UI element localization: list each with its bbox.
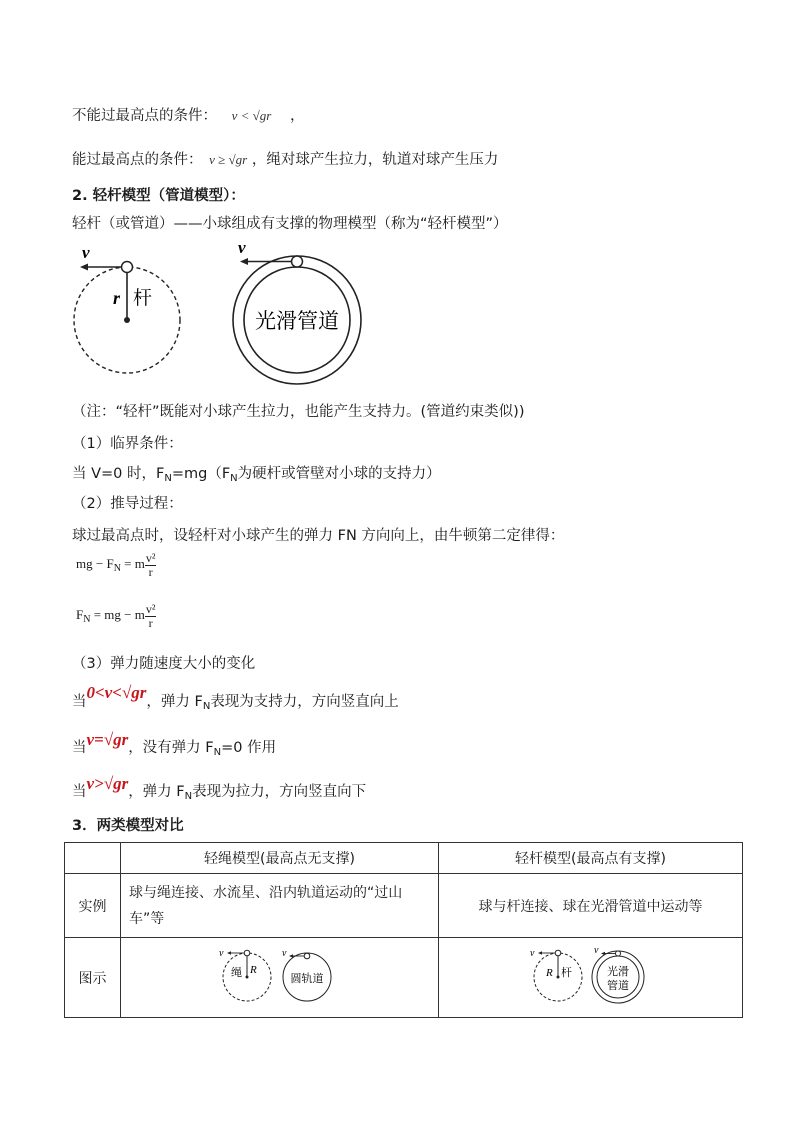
small-tube-arrowhead [601, 951, 605, 954]
can-pass-line [72, 148, 498, 169]
header-cell-rod: 轻杆模型(最高点有支撑) [439, 843, 743, 874]
cannot-pass-line [72, 104, 304, 125]
case3-text-b: 表现为拉力，方向竖直向下 [192, 784, 367, 800]
case3-condition: v>√gr [86, 774, 129, 793]
rope-R-label: R [249, 963, 257, 976]
rod-example-cell: 球与杆连接、球在光滑管道中运动等 [439, 874, 743, 938]
rope-label: 绳 [230, 965, 242, 979]
case-3 [72, 774, 367, 802]
cannot-pass-text: 不能过最高点的条件： [72, 108, 217, 124]
subscript-n: N [164, 473, 172, 484]
case-1 [72, 683, 399, 712]
row-label-example: 实例 [65, 874, 121, 938]
tube-arrowhead [240, 258, 248, 265]
tube-ball [292, 256, 303, 267]
frac-numerator: v² [145, 602, 156, 616]
table-row-example [65, 874, 743, 938]
critical-title: （1）临界条件： [72, 436, 183, 452]
critical-text-a: 当 V=0 时，F [72, 466, 165, 482]
rope-center-dot [245, 975, 248, 978]
rope-arrowhead [227, 951, 231, 954]
track-ball [304, 953, 310, 959]
eq2-left: F [76, 607, 84, 623]
frac-numerator: v² [145, 551, 156, 565]
derive-title: （2）推导过程： [72, 496, 183, 512]
header-cell-rope: 轻绳模型(最高点无支撑) [121, 843, 439, 874]
section3-title: 3．两类模型对比 [72, 818, 184, 834]
case3-text-a: ，弹力 F [128, 784, 185, 800]
critical-condition [72, 462, 441, 484]
rod-arrowhead [80, 264, 88, 271]
row-label-figure: 图示 [65, 938, 121, 1018]
track-arrowhead [289, 954, 293, 957]
equation-1 [76, 552, 156, 578]
frac-denominator: r [148, 615, 153, 630]
rod-center-dot [124, 317, 130, 323]
eq1-left: mg − F [76, 556, 114, 572]
small-rod-label: 杆 [560, 965, 572, 979]
small-tube-label-1: 光滑 [606, 964, 629, 978]
small-tube-label-2: 管道 [606, 978, 629, 992]
case2-condition: v=√gr [86, 730, 129, 749]
eq1-fraction [145, 552, 157, 578]
small-rod-arrowhead [538, 951, 542, 954]
small-rod-v-label: v [529, 947, 534, 959]
section2-desc: 轻杆（或管道）——小球组成有支撑的物理模型（称为“轻杆模型”） [72, 216, 508, 232]
rod-model-figure [526, 941, 656, 1011]
case-prefix: 当 [72, 694, 87, 710]
rope-figure-cell [121, 938, 439, 1018]
section2-title: 2. 轻杆模型（管道模型）： [72, 188, 245, 204]
small-rod-center-dot [556, 975, 559, 978]
case-prefix: 当 [72, 740, 87, 756]
comparison-table [64, 842, 743, 1018]
can-pass-formula: v ≥ √gr [209, 152, 248, 167]
eq1-mid: = m [120, 556, 145, 572]
subscript-n: N [230, 473, 238, 484]
rod-tube-figure [70, 240, 390, 390]
note-line: （注：“轻杆”既能对小球产生拉力，也能产生支持力。(管道约束类似)) [72, 404, 525, 420]
equation-2 [76, 603, 156, 629]
derive-desc: 球过最高点时，设轻杆对小球产生的弹力 FN 方向向上，由牛顿第二定律得： [72, 528, 565, 544]
subscript-n: N [184, 791, 193, 802]
can-pass-text: 能过最高点的条件： [72, 152, 203, 168]
case-2 [72, 730, 277, 758]
case2-text-a: ，没有弹力 F [128, 740, 214, 756]
case1-text-a: ，弹力 F [146, 694, 203, 710]
change-title: （3）弹力随速度大小的变化 [72, 656, 256, 672]
track-label: 圆轨道 [290, 971, 323, 985]
tube-v-label: v [238, 240, 246, 257]
header-cell-empty [65, 843, 121, 874]
rod-r-label: r [113, 288, 121, 308]
case-prefix: 当 [72, 784, 87, 800]
frac-denominator: r [148, 564, 153, 579]
rope-v-label: v [218, 947, 223, 959]
eq2-fraction [145, 603, 157, 629]
track-v-label: v [281, 947, 286, 959]
cannot-pass-formula: v < √gr [231, 108, 272, 123]
table-header-row [65, 843, 743, 874]
rod-figure-cell [439, 938, 743, 1018]
rod-v-label: v [82, 243, 90, 262]
critical-text-c: 为硬杆或管壁对小球的支持力） [237, 466, 441, 482]
table-row-figure [65, 938, 743, 1018]
rod-ball [122, 262, 133, 273]
small-tube-v-label: v [593, 944, 598, 956]
cannot-pass-tail: ， [289, 108, 305, 124]
case1-text-b: 表现为支持力，方向竖直向上 [210, 694, 399, 710]
subscript-n: N [83, 614, 91, 626]
critical-text-b: =mg（F [171, 466, 231, 482]
small-rod-R-label: R [545, 966, 553, 979]
eq2-mid: = mg − m [90, 607, 145, 623]
rope-example-cell: 球与绳连接、水流星、沿内轨道运动的“过山车”等 [121, 874, 439, 938]
can-pass-tail: ，绳对球产生拉力，轨道对球产生压力 [251, 152, 499, 168]
rod-label: 杆 [133, 287, 153, 309]
tube-label: 光滑管道 [255, 309, 339, 333]
case1-condition: 0<v<√gr [86, 683, 147, 702]
small-tube-ball [615, 951, 620, 956]
case2-text-b: =0 作用 [221, 740, 277, 756]
subscript-n: N [213, 747, 222, 758]
small-rod-ball [555, 950, 561, 956]
rope-model-figure [215, 941, 345, 1011]
subscript-n: N [113, 563, 121, 575]
rope-ball [244, 950, 250, 956]
subscript-n: N [202, 701, 211, 712]
